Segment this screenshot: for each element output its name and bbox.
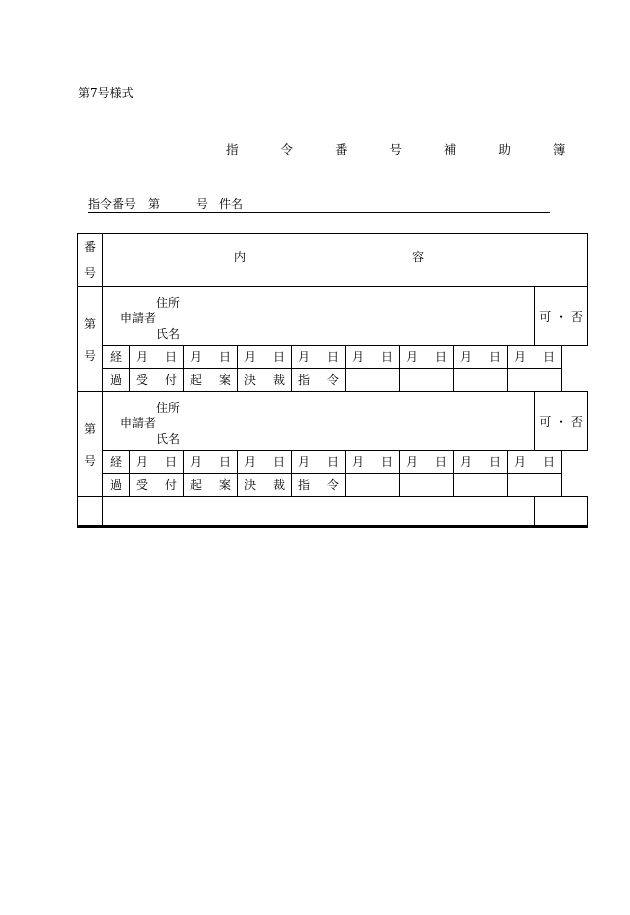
applicant-label: 申請者 bbox=[120, 311, 157, 325]
applicant-cell bbox=[103, 287, 535, 346]
address-label: 住所 bbox=[156, 401, 181, 415]
progress-label: 経 bbox=[103, 346, 130, 369]
auxiliary-register-table bbox=[77, 233, 588, 528]
date-cell: 月 日 bbox=[346, 346, 400, 369]
order-number-label: 指令番号 bbox=[88, 197, 137, 211]
date-cell: 月 日 bbox=[400, 346, 454, 369]
empty-cell bbox=[346, 369, 400, 392]
empty-cell bbox=[508, 474, 562, 497]
date-cell: 月 日 bbox=[454, 451, 508, 474]
progress-label: 経 bbox=[103, 451, 130, 474]
date-cell: 月 日 bbox=[130, 451, 184, 474]
empty-cell bbox=[454, 474, 508, 497]
date-cell: 月 日 bbox=[130, 346, 184, 369]
progress-label: 過 bbox=[103, 474, 130, 497]
step-cell: 決 裁 bbox=[238, 369, 292, 392]
step-cell: 指 令 bbox=[292, 474, 346, 497]
applicant-label: 申請者 bbox=[120, 416, 157, 430]
col-header-bango: 番 号 bbox=[78, 234, 103, 287]
step-cell: 決 裁 bbox=[238, 474, 292, 497]
date-cell: 月 日 bbox=[292, 346, 346, 369]
step-cell: 起 案 bbox=[184, 474, 238, 497]
date-cell: 月 日 bbox=[184, 451, 238, 474]
date-cell: 月 日 bbox=[454, 346, 508, 369]
empty-cell bbox=[346, 474, 400, 497]
step-cell: 指 令 bbox=[292, 369, 346, 392]
entry-number-cell: 第 号 bbox=[78, 287, 103, 392]
blank-number-cell bbox=[78, 497, 103, 527]
empty-cell bbox=[400, 369, 454, 392]
empty-cell bbox=[508, 369, 562, 392]
order-number-dai: 第 bbox=[148, 197, 161, 211]
progress-label: 過 bbox=[103, 369, 130, 392]
step-cell: 受 付 bbox=[130, 369, 184, 392]
entry-number-cell: 第 号 bbox=[78, 392, 103, 497]
date-cell: 月 日 bbox=[238, 451, 292, 474]
approval-cell: 可 ・ 否 bbox=[535, 287, 588, 346]
date-cell: 月 日 bbox=[184, 346, 238, 369]
date-cell: 月 日 bbox=[292, 451, 346, 474]
name-label: 氏名 bbox=[156, 432, 181, 446]
date-cell: 月 日 bbox=[346, 451, 400, 474]
applicant-cell bbox=[103, 392, 535, 451]
subject-label: 件名 bbox=[219, 197, 244, 211]
date-cell: 月 日 bbox=[508, 451, 562, 474]
step-cell: 起 案 bbox=[184, 369, 238, 392]
order-number-line bbox=[88, 197, 550, 213]
approval-cell: 可 ・ 否 bbox=[535, 392, 588, 451]
address-label: 住所 bbox=[156, 296, 181, 310]
date-cell: 月 日 bbox=[508, 346, 562, 369]
date-cell: 月 日 bbox=[400, 451, 454, 474]
document-title: 指 令 番 号 補 助 簿 bbox=[226, 142, 585, 157]
form-number: 第7号様式 bbox=[78, 86, 134, 100]
empty-cell bbox=[400, 474, 454, 497]
order-number-go: 号 bbox=[196, 197, 209, 211]
date-cell: 月 日 bbox=[238, 346, 292, 369]
col-header-naiyou: 内 容 bbox=[103, 234, 588, 287]
empty-cell bbox=[454, 369, 508, 392]
blank-content-cell bbox=[103, 497, 535, 527]
step-cell: 受 付 bbox=[130, 474, 184, 497]
name-label: 氏名 bbox=[156, 327, 181, 341]
blank-approval-cell bbox=[535, 497, 588, 527]
